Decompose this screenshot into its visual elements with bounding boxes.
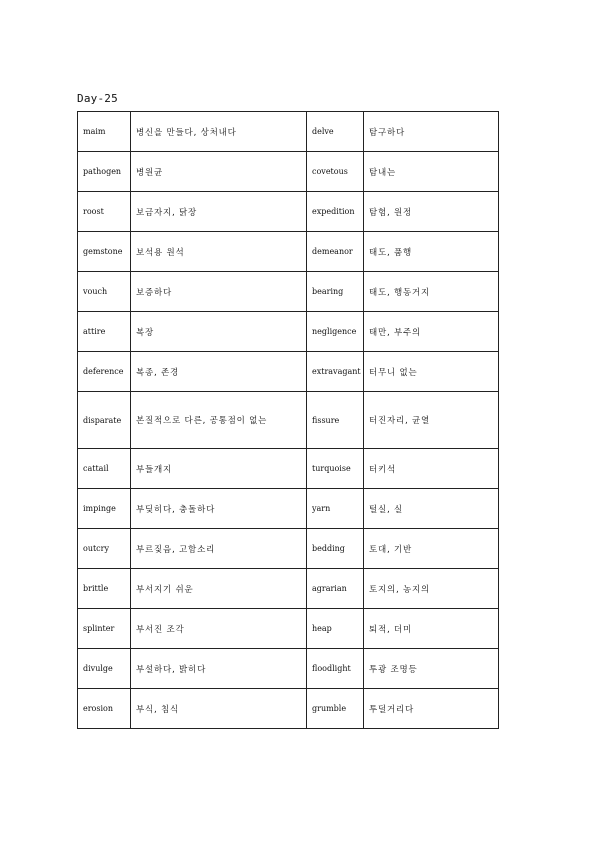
korean-meaning: 투덜거리다 <box>364 689 499 729</box>
english-word: impinge <box>78 489 131 529</box>
table-row <box>78 152 499 192</box>
korean-meaning: 부들개지 <box>131 449 307 489</box>
english-word: disparate <box>78 392 131 449</box>
korean-meaning: 보석용 원석 <box>131 232 307 272</box>
korean-meaning: 태만, 부주의 <box>364 312 499 352</box>
english-word: demeanor <box>307 232 364 272</box>
korean-meaning: 보금자지, 닭장 <box>131 192 307 232</box>
english-word: outcry <box>78 529 131 569</box>
english-word: splinter <box>78 609 131 649</box>
english-word: attire <box>78 312 131 352</box>
korean-meaning: 탐구하다 <box>364 112 499 152</box>
table-row <box>78 569 499 609</box>
english-word: divulge <box>78 649 131 689</box>
table-row <box>78 529 499 569</box>
english-word: pathogen <box>78 152 131 192</box>
english-word: maim <box>78 112 131 152</box>
table-row <box>78 609 499 649</box>
korean-meaning: 부딪히다, 충돌하다 <box>131 489 307 529</box>
table-row <box>78 192 499 232</box>
english-word: deference <box>78 352 131 392</box>
korean-meaning: 태도, 품행 <box>364 232 499 272</box>
table-row <box>78 392 499 449</box>
table-row <box>78 449 499 489</box>
korean-meaning: 털실, 실 <box>364 489 499 529</box>
english-word: grumble <box>307 689 364 729</box>
table-row <box>78 489 499 529</box>
vocabulary-table-body <box>78 112 499 729</box>
english-word: expedition <box>307 192 364 232</box>
korean-meaning: 토대, 기반 <box>364 529 499 569</box>
korean-meaning: 퇴적, 더미 <box>364 609 499 649</box>
english-word: bedding <box>307 529 364 569</box>
table-row <box>78 312 499 352</box>
english-word: agrarian <box>307 569 364 609</box>
page-title: Day-25 <box>77 92 118 105</box>
english-word: extravagant <box>307 352 364 392</box>
table-row <box>78 112 499 152</box>
korean-meaning: 병원균 <box>131 152 307 192</box>
english-word: erosion <box>78 689 131 729</box>
english-word: covetous <box>307 152 364 192</box>
english-word: yarn <box>307 489 364 529</box>
english-word: cattail <box>78 449 131 489</box>
english-word: heap <box>307 609 364 649</box>
english-word: bearing <box>307 272 364 312</box>
english-word: negligence <box>307 312 364 352</box>
table-row <box>78 649 499 689</box>
english-word: brittle <box>78 569 131 609</box>
english-word: floodlight <box>307 649 364 689</box>
korean-meaning: 터키석 <box>364 449 499 489</box>
english-word: gemstone <box>78 232 131 272</box>
korean-meaning: 본질적으로 다른, 공통점이 없는 <box>131 392 307 449</box>
english-word: delve <box>307 112 364 152</box>
table-row <box>78 352 499 392</box>
english-word: fissure <box>307 392 364 449</box>
korean-meaning: 탐험, 원정 <box>364 192 499 232</box>
korean-meaning: 보증하다 <box>131 272 307 312</box>
korean-meaning: 태도, 행동거지 <box>364 272 499 312</box>
korean-meaning: 복장 <box>131 312 307 352</box>
korean-meaning: 병신을 만들다, 상처내다 <box>131 112 307 152</box>
english-word: roost <box>78 192 131 232</box>
korean-meaning: 탐내는 <box>364 152 499 192</box>
table-row <box>78 232 499 272</box>
korean-meaning: 부식, 침식 <box>131 689 307 729</box>
vocabulary-table <box>77 111 499 729</box>
korean-meaning: 토지의, 농지의 <box>364 569 499 609</box>
korean-meaning: 투광 조명등 <box>364 649 499 689</box>
korean-meaning: 부르짖음, 고함소리 <box>131 529 307 569</box>
table-row <box>78 272 499 312</box>
korean-meaning: 부서지기 쉬운 <box>131 569 307 609</box>
korean-meaning: 터무니 없는 <box>364 352 499 392</box>
korean-meaning: 부설하다, 밝히다 <box>131 649 307 689</box>
english-word: turquoise <box>307 449 364 489</box>
table-row <box>78 689 499 729</box>
korean-meaning: 복종, 존경 <box>131 352 307 392</box>
english-word: vouch <box>78 272 131 312</box>
korean-meaning: 터진자리, 균열 <box>364 392 499 449</box>
korean-meaning: 부서진 조각 <box>131 609 307 649</box>
